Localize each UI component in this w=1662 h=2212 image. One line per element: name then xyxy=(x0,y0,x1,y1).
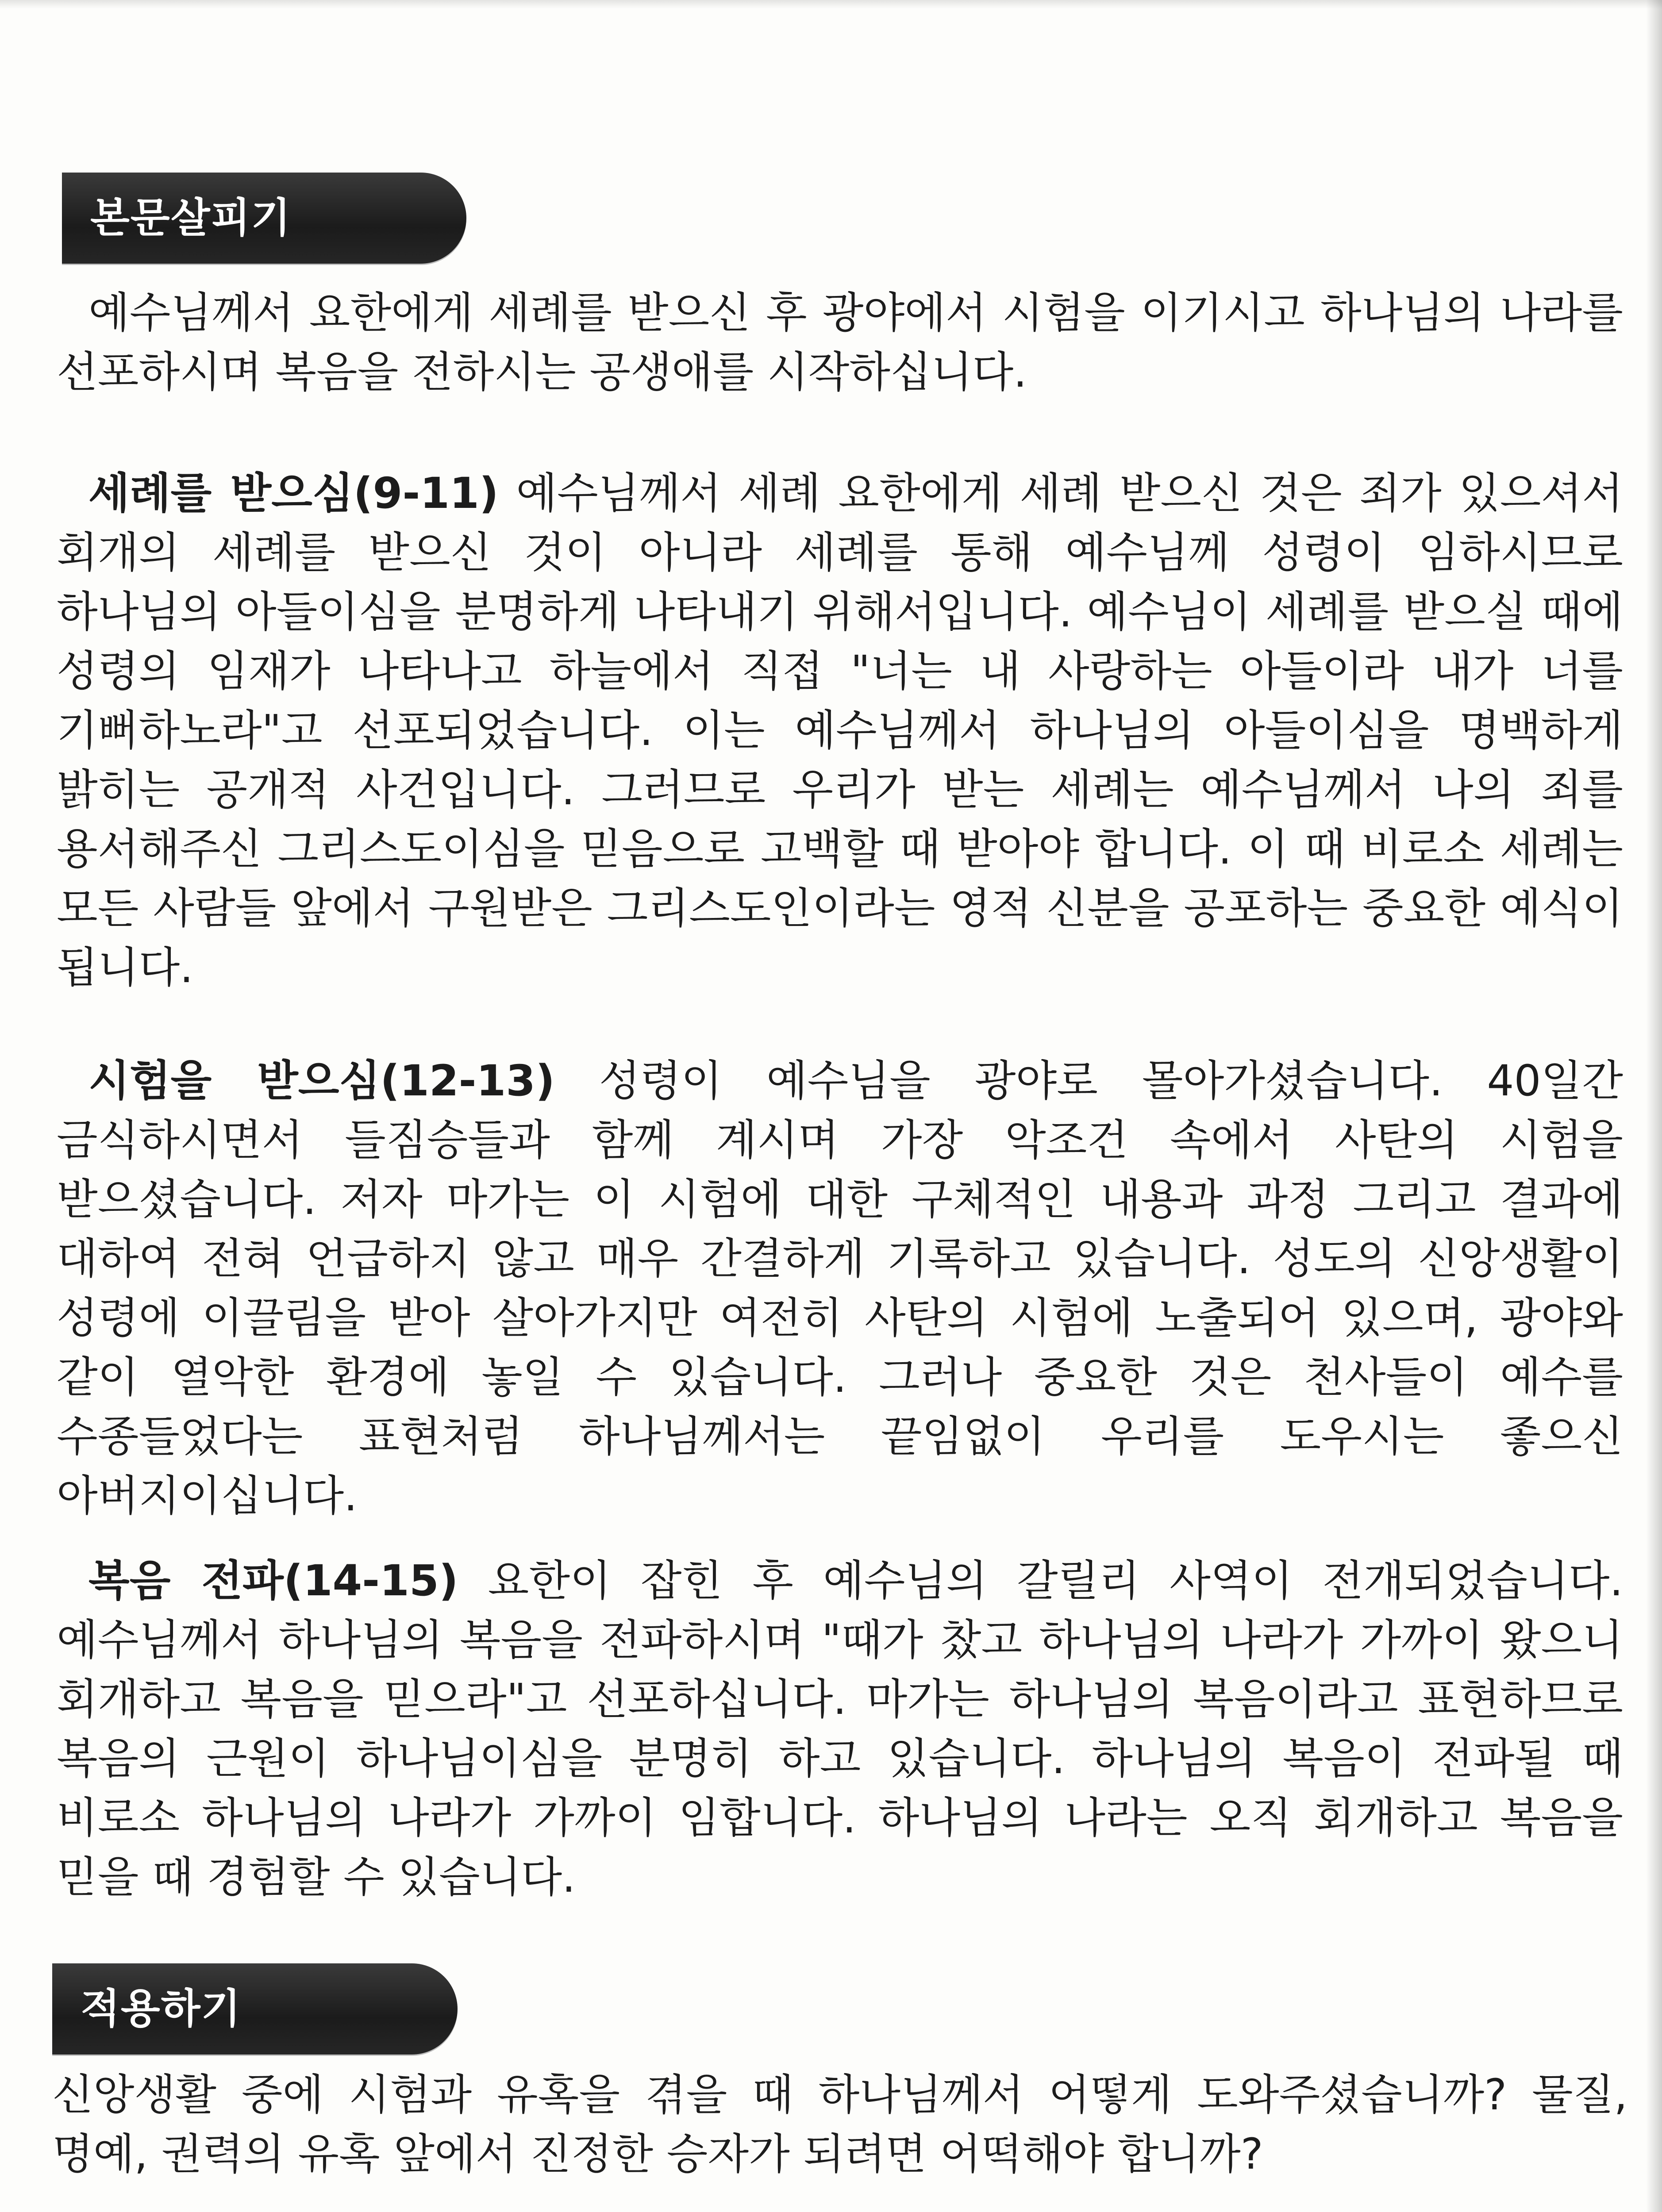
scan-shadow-top xyxy=(0,0,1662,9)
gospel-body: 요한이 잡힌 후 예수님의 갈릴리 사역이 전개되었습니다. 예수님께서 하나님의 복음을 전파하시며 "때가 찼고 하나님의 나라가 가까이 왔으니 회개하고 복음을 믿으라"고 선포하십니다. 마가는 하나님의 복음이라고 표현하므로 복음의 근원이 하나님이심을 분명히 하고 있습니다. 하나님의 복음이 전파될 때 비로소 하나님의 나라가 가까이 임합니다. 하나님의 나라는 오직 회개하고 복음을 믿을 때 경험할 수 있습니다. xyxy=(57,1556,1623,1902)
apply-text: 신앙생활 중에 시험과 유혹을 겪을 때 하나님께서 어떻게 도와주셨습니까? 물질, 명예, 권력의 유혹 앞에서 진정한 승자가 되려면 어떡해야 합니까? xyxy=(52,2070,1627,2179)
temptation-body: 성령이 예수님을 광야로 몰아가셨습니다. 40일간 금식하시면서 들짐승들과 함께 계시며 가장 악조건 속에서 사탄의 시험을 받으셨습니다. 저자 마가는 이 시험에 대한 구체적인 내용과 과정 그리고 결과에 대하여 전혀 언급하지 않고 매우 간결하게 기록하고 있습니다. 성도의 신앙생활이 성령에 이끌림을 받아 살아가지만 여전히 사탄의 시험에 노출되어 있으며, 광야와 같이 열악한 환경에 놓일 수 있습니다. 그러나 중요한 것은 천사들이 예수를 수종들었다는 표현처럼 하나님께서는 끝임없이 우리를 도우시는 좋으신 아버지이십니다. xyxy=(57,1056,1624,1521)
section-heading-apply-label: 적용하기 xyxy=(81,1985,242,2032)
temptation-lead: 시험을 받으심(12-13) xyxy=(88,1056,555,1106)
gospel-paragraph xyxy=(57,1551,1623,1907)
section-heading-examine xyxy=(62,173,466,264)
intro-paragraph xyxy=(57,283,1623,402)
baptism-body: 예수님께서 세례 요한에게 세례 받으신 것은 죄가 있으셔서 회개의 세례를 받으신 것이 아니라 세례를 통해 예수님께 성령이 임하시므로 하나님의 아들이심을 분명하게 나타내기 위해서입니다. 예수님이 세례를 받으실 때에 성령의 임재가 나타나고 하늘에서 직접 "너는 내 사랑하는 아들이라 내가 너를 기뻐하노라"고 선포되었습니다. 이는 예수님께서 하나님의 아들이심을 명백하게 밝히는 공개적 사건입니다. 그러므로 우리가 받는 세례는 예수님께서 나의 죄를 용서해주신 그리스도이심을 믿음으로 고백할 때 받아야 합니다. 이 때 비로소 세례는 모든 사람들 앞에서 구원받은 그리스도인이라는 영적 신분을 공포하는 중요한 예식이 됩니다. xyxy=(57,469,1623,992)
intro-text: 예수님께서 요한에게 세례를 받으신 후 광야에서 시험을 이기시고 하나님의 나라를 선포하시며 복음을 전하시는 공생애를 시작하십니다. xyxy=(57,288,1623,397)
apply-paragraph xyxy=(52,2065,1627,2184)
gospel-lead: 복음 전파(14-15) xyxy=(88,1556,458,1605)
baptism-lead: 세례를 받으심(9-11) xyxy=(88,469,499,518)
baptism-paragraph xyxy=(57,464,1623,997)
temptation-paragraph xyxy=(57,1051,1623,1525)
scan-shadow-right xyxy=(1646,0,1662,2212)
section-heading-apply xyxy=(52,1963,458,2055)
section-heading-examine-label: 본문살피기 xyxy=(90,194,292,242)
